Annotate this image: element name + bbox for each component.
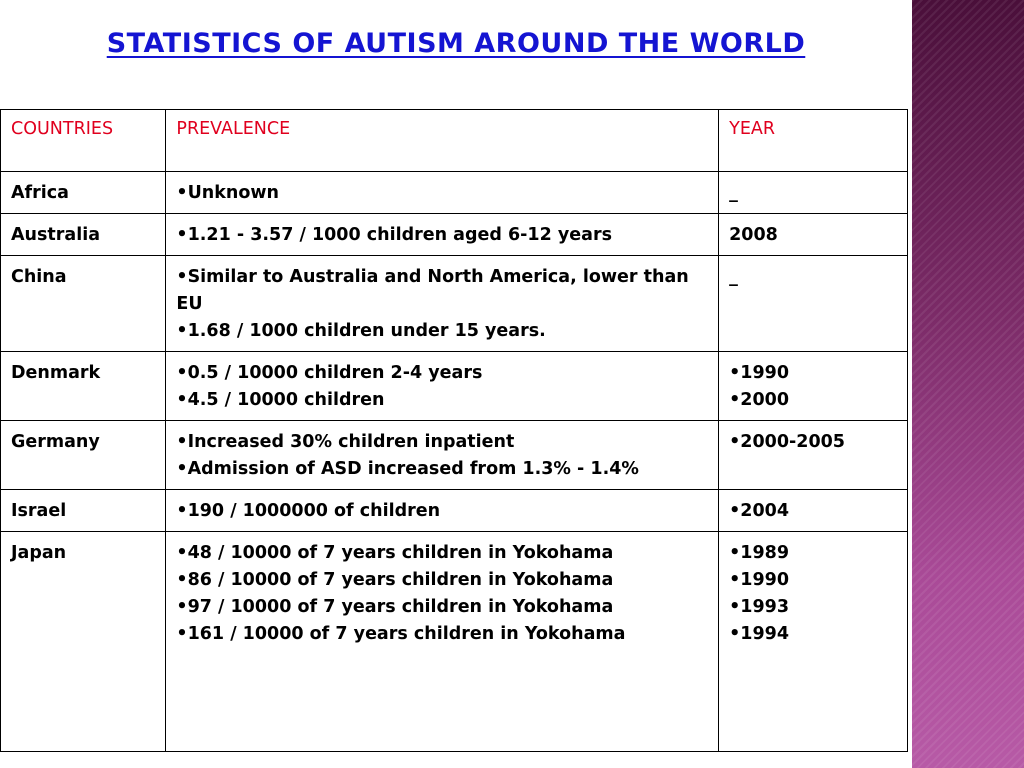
prevalence-item: •48 / 10000 of 7 years children in Yokohama: [176, 543, 614, 563]
year-cell: [719, 172, 908, 214]
table-row: [1, 172, 908, 214]
year-item: _: [729, 267, 738, 287]
table-row: [1, 532, 908, 752]
decorative-side-band: [912, 0, 1024, 768]
year-item: •1990: [729, 570, 790, 590]
prevalence-cell: [166, 532, 719, 752]
year-cell: [719, 490, 908, 532]
table-header-row: [1, 110, 908, 172]
prevalence-cell: [166, 421, 719, 490]
country-cell: Australia: [1, 214, 166, 256]
prevalence-item: •Unknown: [176, 183, 279, 203]
header-countries: COUNTRIES: [1, 110, 166, 172]
country-cell: Japan: [1, 532, 166, 752]
year-item: •2000: [729, 390, 790, 410]
year-item: •2000-2005: [729, 432, 845, 452]
prevalence-item: •1.68 / 1000 children under 15 years.: [176, 321, 546, 341]
year-cell: [719, 421, 908, 490]
year-cell: [719, 256, 908, 352]
prevalence-item: •Increased 30% children inpatient: [176, 432, 515, 452]
year-cell: [719, 532, 908, 752]
prevalence-item: •86 / 10000 of 7 years children in Yokohama: [176, 570, 614, 590]
prevalence-item: •4.5 / 10000 children: [176, 390, 385, 410]
prevalence-item: •97 / 10000 of 7 years children in Yokohama: [176, 597, 614, 617]
year-item: •1990: [729, 363, 790, 383]
prevalence-cell: [166, 352, 719, 421]
year-item: •2004: [729, 501, 790, 521]
table-row: [1, 421, 908, 490]
prevalence-item: •1.21 - 3.57 / 1000 children aged 6-12 years: [176, 225, 613, 245]
year-cell: [719, 214, 908, 256]
prevalence-cell: [166, 256, 719, 352]
table-row: [1, 256, 908, 352]
year-item: •1989: [729, 543, 790, 563]
prevalence-cell: [166, 172, 719, 214]
year-cell: [719, 352, 908, 421]
prevalence-item: •161 / 10000 of 7 years children in Yokohama: [176, 624, 626, 644]
prevalence-cell: [166, 214, 719, 256]
country-cell: Germany: [1, 421, 166, 490]
year-item: •1994: [729, 624, 790, 644]
prevalence-item: •Admission of ASD increased from 1.3% - 1.4%: [176, 459, 639, 479]
slide-title: STATISTICS OF AUTISM AROUND THE WORLD: [106, 28, 806, 59]
header-prevalence: PREVALENCE: [166, 110, 719, 172]
year-item: 2008: [729, 225, 778, 245]
prevalence-cell: [166, 490, 719, 532]
country-cell: Denmark: [1, 352, 166, 421]
autism-statistics-table: [0, 109, 908, 752]
country-cell: China: [1, 256, 166, 352]
table-row: [1, 352, 908, 421]
year-item: •1993: [729, 597, 790, 617]
prevalence-item: •190 / 1000000 of children: [176, 501, 441, 521]
header-year: YEAR: [719, 110, 908, 172]
table-row: [1, 490, 908, 532]
country-cell: Africa: [1, 172, 166, 214]
country-cell: Israel: [1, 490, 166, 532]
year-item: _: [729, 183, 738, 203]
table-row: [1, 214, 908, 256]
prevalence-item: •Similar to Australia and North America, lower than EU: [176, 267, 689, 314]
prevalence-item: •0.5 / 10000 children 2-4 years: [176, 363, 483, 383]
